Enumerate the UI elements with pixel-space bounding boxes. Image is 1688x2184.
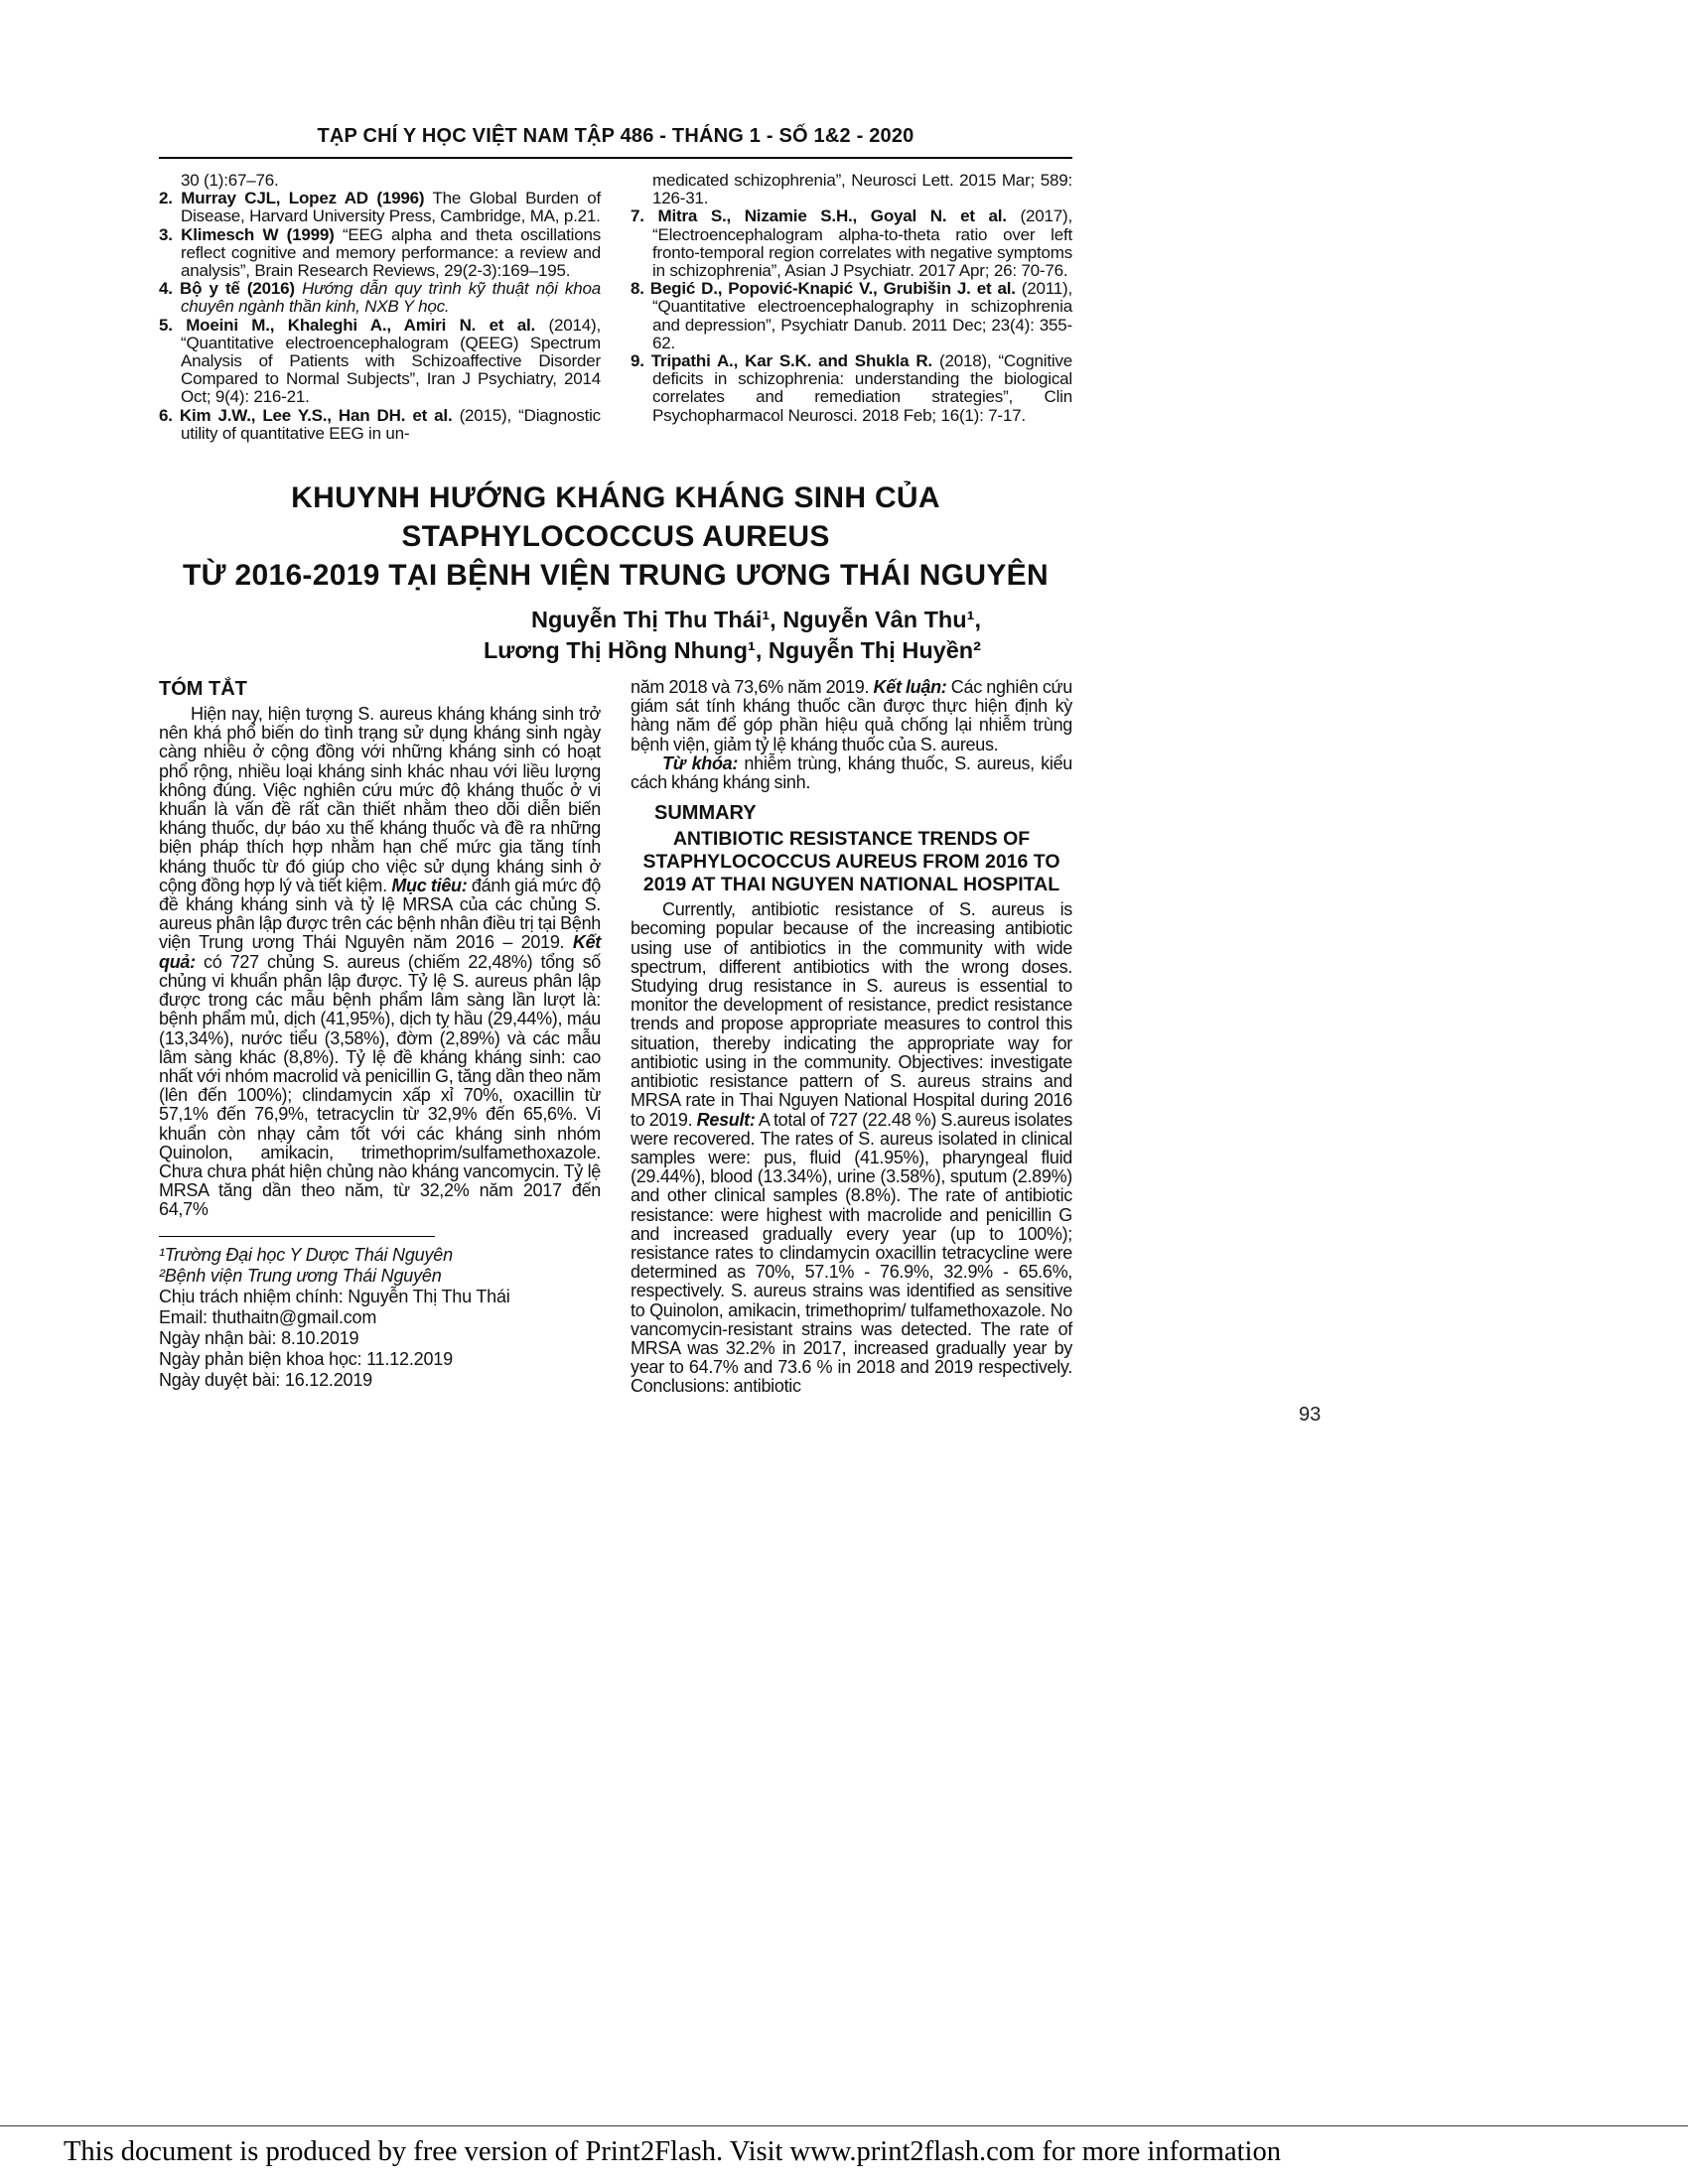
keywords-paragraph <box>631 754 1072 792</box>
article-title-line2: TỪ 2016-2019 TẠI BỆNH VIỆN TRUNG ƯƠNG THÁI NGUYÊN <box>183 559 1049 593</box>
references-right-column <box>631 172 1072 443</box>
reference-text: 30 (1):67–76. <box>181 171 279 190</box>
reference-text: Hướng dẫn quy trình kỹ thuật nội khoa chuyên ngành thần kinh, NXB Y học. <box>181 279 601 317</box>
reference-lead: 6. Kim J.W., Lee Y.S., Han DH. et al. <box>159 405 453 425</box>
reference-text: (2018), “Cognitive deficits in schizophrenia: understanding the biological correlates and remediation strategies”, Clin Psychopharmacol Neurosci. 2018 Feb; 16(1): 7-17. <box>652 351 1073 425</box>
page-content <box>159 125 1072 1397</box>
reference-text: “EEG alpha and theta oscillations reflect cognitive and memory performance: a review and analysis”, Brain Research Reviews, 29(2-3):169–195. <box>181 224 602 281</box>
corresponding-author-line: Chịu trách nhiệm chính: Nguyễn Thị Thu Thái <box>159 1286 510 1306</box>
authors-line2: Lương Thị Hồng Nhung¹, Nguyễn Thị Huyền² <box>483 637 981 664</box>
abstract-text: năm 2018 và 73,6% năm 2019. <box>631 677 874 698</box>
page-number: 93 <box>1299 1404 1322 1426</box>
reference-item <box>631 207 1072 280</box>
article-authors <box>159 605 1072 666</box>
authors-line1: Nguyễn Thị Thu Thái¹, Nguyễn Vân Thu¹, <box>530 607 981 633</box>
received-date-line: Ngày nhận bài: 8.10.2019 <box>159 1327 359 1348</box>
reference-item <box>159 190 601 225</box>
keywords-label: Từ khóa: <box>662 752 739 773</box>
summary-text: Currently, antibiotic resistance of S. aureus is becoming popular because of the increasing antibiotic using use of antibiotics in the community with wide spectrum, different antibiotics with the wrong doses. Studying drug resistance in S. aureus is essential to monitor the development of resistance, predict resistance trends and propose appropriate measures to control this situation, thereby indicating the appropriate way for antibiotic using in the community. Objectives: investigate antibiotic resistance pattern of S. aureus strains and MRSA rate in Thai Nguyen National Hospital during 2016 to 2019. <box>631 899 1072 1130</box>
body-right-column <box>631 678 1072 1397</box>
reference-lead: 4. Bộ y tế (2016) <box>159 279 295 299</box>
summary-text: A total of 727 (22.48 %) S.aureus isolates were recovered. The rates of S. aureus isolated in clinical samples were: pus, fluid (41.95%), pharyngeal fluid (29.44%), blood (13.34%), urine (3.58%), sputum (2.89%) and other clinical samples (8.8%). The rate of antibiotic resistance: were highest with macrolide and penicillin G and increased gradually every year (up to 100%); resistance rates to clindamycin oxacillin tetracycline were determined as 70%, 57.1% - 76.9%, 32.9% - 65.6%, respectively. S. aureus strains was identified as sensitive to Quinolon, amikacin, trimethoprim/ tulfamethoxazole. No vancomycin-resistant strains was detected. The rate of MRSA was 32.2% in 2017, increased gradually year by year to 64.7% and 73.6 % in 2018 and 2019 respectively. Conclusions: antibiotic <box>631 1109 1073 1397</box>
reference-text: (2011), “Quantitative electroencephalography in schizophrenia and depression”, Psychiatr Danub. 2011 Dec; 23(4): 355-62. <box>652 279 1072 352</box>
abstract-heading: TÓM TẮT <box>159 678 247 701</box>
article-body <box>159 678 1072 1397</box>
objective-label: Mục tiêu: <box>391 875 468 895</box>
reference-item <box>631 352 1072 425</box>
reference-lead: 5. Moeini M., Khaleghi A., Amiri N. et al. <box>159 315 536 335</box>
journal-header <box>159 125 1072 159</box>
reference-lead: 3. Klimesch W (1999) <box>159 224 335 244</box>
footnote-rule <box>159 1236 435 1237</box>
reference-item <box>159 226 601 281</box>
abstract-text: đánh giá mức độ đề kháng kháng sinh và tỷ lệ MRSA của các chủng S. aureus phân lập được trên các bệnh nhân điều trị tại Bệnh viện Trung ương Thái Nguyên năm 2016 – 2019. <box>159 875 601 953</box>
body-left-column <box>159 678 601 1397</box>
reference-lead: 7. Mitra S., Nizamie S.H., Goyal N. et al. <box>631 206 1007 226</box>
reference-text: (2017), “Electroencephalogram alpha-to-theta ratio over left fronto-temporal region correlates with negative symptoms in schizophrenia”, Asian J Psychiatr. 2017 Apr; 26: 70-76. <box>652 206 1072 281</box>
reference-lead: 2. Murray CJL, Lopez AD (1996) <box>159 189 425 208</box>
reference-item <box>159 280 601 316</box>
article-title-line1: KHUYNH HƯỚNG KHÁNG KHÁNG SINH CỦA STAPHYLOCOCCUS AUREUS <box>291 481 940 554</box>
reference-continuation <box>631 172 1072 207</box>
print2flash-footer <box>0 2125 1688 2184</box>
summary-heading: SUMMARY <box>654 802 757 825</box>
keywords-text: nhiễm trùng, kháng thuốc, S. aureus, kiểu cách kháng kháng sinh. <box>631 752 1073 793</box>
references-left-column <box>159 172 601 443</box>
reference-item <box>159 407 601 443</box>
abstract-text: Hiện nay, hiện tượng S. aureus kháng kháng sinh trở nên khá phổ biến do tình trạng sử dụng kháng sinh ngày càng nhiều ở cộng đồng với những kháng sinh có hoạt phổ rộng, nhiều loại kháng sinh khác nhau với liều lượng không đúng. Việc nghiên cứu mức độ kháng thuốc ở vi khuẩn là vấn đề rất cần thiết nhằm theo dõi diễn biến kháng thuốc, dự báo xu thế kháng thuốc và đề ra những biện pháp thích hợp nhằm hạn chế mức gia tăng tính kháng thuốc từ đó giúp cho việc sử dụng kháng sinh ở cộng đồng hợp lý và tiết kiệm. <box>159 704 601 895</box>
reference-item <box>159 317 601 407</box>
reference-continuation <box>159 172 601 190</box>
result-label-vn: Kết quả: <box>159 932 601 972</box>
affiliation-1: ¹Trường Đại học Y Dược Thái Nguyên <box>159 1244 453 1265</box>
reviewed-date-line: Ngày phản biện khoa học: 11.12.2019 <box>159 1348 453 1369</box>
footnote-block <box>159 1236 601 1391</box>
email-line: Email: thuthaitn@gmail.com <box>159 1306 377 1327</box>
summary-title: ANTIBIOTIC RESISTANCE TRENDS OF STAPHYLOCOCCUS AUREUS FROM 2016 TO 2019 AT THAI NGUYEN NATIONAL HOSPITAL <box>642 828 1060 896</box>
reference-lead: 8. Begić D., Popović-Knapić V., Grubišin J. et al. <box>631 279 1016 299</box>
reference-lead: 9. Tripathi A., Kar S.K. and Shukla R. <box>631 351 932 371</box>
reference-text: (2014), “Quantitative electroencephalogram (QEEG) Spectrum Analysis of Patients with Schizoaffective Disorder Compared to Normal Subjects”, Iran J Psychiatry, 2014 Oct; 9(4): 216-21. <box>181 315 601 407</box>
abstract-text: Các nghiên cứu giám sát tính kháng thuốc cần được thực hiện định kỳ hàng năm để góp phần hiệu quả chống lại nhiễm trùng bệnh viện, giảm tỷ lệ kháng thuốc của S. aureus. <box>631 677 1072 754</box>
reference-item <box>631 280 1072 352</box>
article-title <box>159 478 1072 595</box>
references-section <box>159 172 1072 443</box>
affiliation-2: ²Bệnh viện Trung ương Thái Nguyên <box>159 1265 442 1286</box>
conclusion-label-vn: Kết luận: <box>873 677 947 698</box>
result-label-en: Result: <box>696 1109 756 1130</box>
footer-text: This document is produced by free version of Print2Flash. Visit www.print2flash.com for more information <box>64 2136 1281 2167</box>
summary-paragraph <box>631 900 1072 1396</box>
reference-text: (2015), “Diagnostic utility of quantitative EEG in un- <box>181 405 601 443</box>
reference-text: medicated schizophrenia”, Neurosci Lett. 2015 Mar; 589: 126-31. <box>652 171 1072 208</box>
reference-text: The Global Burden of Disease, Harvard University Press, Cambridge, MA, p.21. <box>181 189 601 226</box>
journal-header-text: TẠP CHÍ Y HỌC VIỆT NAM TẬP 486 - THÁNG 1 - SỐ 1&2 - 2020 <box>317 125 914 147</box>
abstract-paragraph <box>159 705 601 1219</box>
accepted-date-line: Ngày duyệt bài: 16.12.2019 <box>159 1369 372 1390</box>
abstract-text: có 727 chủng S. aureus (chiếm 22,48%) tổng số chủng vi khuẩn phân lập được. Tỷ lệ S. aureus phân lập được trong các mẫu bệnh phẩm lâm sàng lần lượt là: bệnh phẩm mủ, dịch (41,95%), dịch tỵ hầu (29,44%), máu (13,34%), nước tiểu (3,58%), đờm (2,89%) và các mẫu lâm sàng khác (8,8%). Tỷ lệ đề kháng kháng sinh: cao nhất với nhóm macrolid và penicillin G, tăng dần theo năm (lên đến 100%); clindamycin xấp xỉ 70%, oxacillin từ 57,1% đến 76,9%, tetracyclin từ 32,9% đến 65,6%. Vi khuẩn còn nhạy cảm tốt với các kháng sinh nhóm Quinolon, amikacin, trimethoprim/sulfamethoxazole. Chưa chưa phát hiện chủng nào kháng vancomycin. Tỷ lệ MRSA tăng dần theo năm, từ 32,2% năm 2017 đến 64,7% <box>159 951 601 1220</box>
abstract-continuation-paragraph <box>631 678 1072 754</box>
